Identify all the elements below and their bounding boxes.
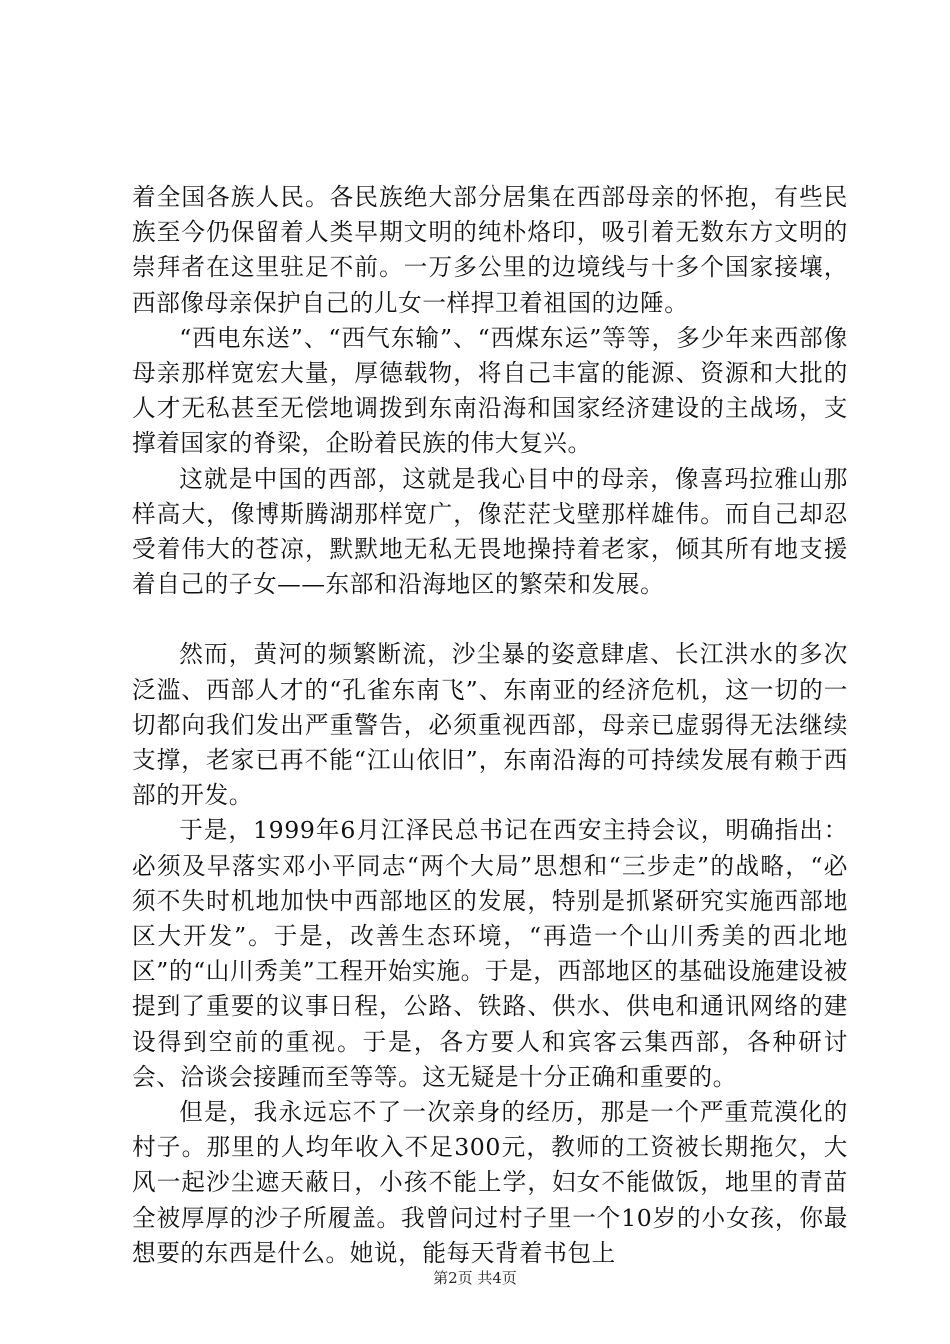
document-body: [132, 180, 848, 1271]
paragraph: 但是，我永远忘不了一次亲身的经历，那是一个严重荒漠化的村子。那里的人均年收入不足300元，教师的工资被长期拖欠，大风一起沙尘遮天蔽日，小孩不能上学，妇女不能做饭，地里的青苗全被厚厚的沙子所履盖。我曾问过村子里一个10岁的小女孩，你最想要的东西是什么。她说，能每天背着书包上: [132, 1098, 848, 1267]
page-number-label: 第2页 共4页: [433, 1269, 517, 1287]
paragraph-spacer: [132, 602, 848, 637]
paragraph-continuation: 着全国各族人民。各民族绝大部分居集在西部母亲的怀抱，有些民族至今仍保留着人类早期文明的纯朴烙印，吸引着无数东方文明的崇拜者在这里驻足不前。一万多公里的边境线与十多个国家接壤，西部像母亲保护自己的儿女一样捍卫着祖国的边陲。: [132, 183, 848, 317]
paragraph: “西电东送”、“西气东输”、“西煤东运”等等，多少年来西部像母亲那样宽宏大量，厚德载物，将自己丰富的能源、资源和大批的人才无私甚至无偿地调拨到东南沿海和国家经济建设的主战场，支撑着国家的脊梁，企盼着民族的伟大复兴。: [132, 323, 848, 458]
page-footer: [0, 1268, 950, 1288]
paragraph: 然而，黄河的频繁断流，沙尘暴的姿意肆虐、长江洪水的多次泛滥、西部人才的“孔雀东南飞”、东南亚的经济危机，这一切的一切都向我们发出严重警告，必须重视西部，母亲已虚弱得无法继续支撑，老家已再不能“江山依旧”，东南沿海的可持续发展有赖于西部的开发。: [132, 640, 848, 810]
paragraph: 这就是中国的西部，这就是我心目中的母亲，像喜玛拉雅山那样高大，像博斯腾湖那样宽广，像茫茫戈壁那样雄伟。而自己却忍受着伟大的苍凉，默默地无私无畏地操持着老家，倾其所有地支援着自己的子女——东部和沿海地区的繁荣和发展。: [132, 464, 848, 599]
paragraph: 于是，1999年6月江泽民总书记在西安主持会议，明确指出：必须及早落实邓小平同志“两个大局”思想和“三步走”的战略，“必须不失时机地加快中西部地区的发展，特别是抓紧研究实施西部地区大开发”。于是，改善生态环境，“再造一个山川秀美的西北地区”的“山川秀美”工程开始实施。于是，西部地区的基础设施建设被提到了重要的议事日程，公路、铁路、供水、供电和通讯网络的建设得到空前的重视。于是，各方要人和宾客云集西部，各种研讨会、洽谈会接踵而至等等。这无疑是十分正确和重要的。: [132, 816, 848, 1091]
